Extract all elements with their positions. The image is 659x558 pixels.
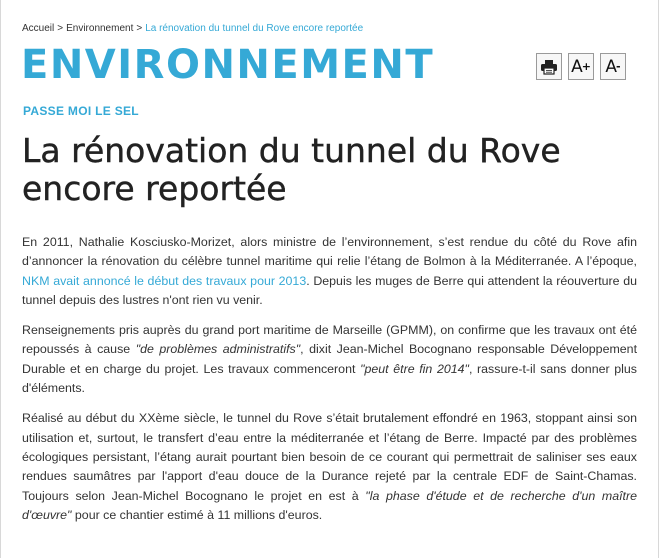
increase-font-icon: A [571,56,583,77]
article-headline: La rénovation du tunnel du Rove encore reportée [22,131,561,208]
article-body [22,233,637,536]
quote: "peut être fin 2014" [360,361,469,376]
decrease-font-icon: A [605,56,618,77]
paragraph-text: Renseignements pris auprès du grand port maritime de Marseille (GPMM), on confirme que les travaux ont été repoussés à cause [22,323,637,357]
article-paragraph [22,321,637,398]
article-kicker: PASSE MOI LE SEL [23,104,139,118]
breadcrumb-separator: > [57,23,64,34]
paragraph-text: Réalisé au début du XXème siècle, le tunnel du Rove s’était brutalement effondré en 1963, stoppant ainsi son utilisation et, surtout, le transfert d’eau entre la méditerranée et l’étang de Berre. Impacté par des problèmes écologiques persistant, l’étang aurait pourtant bien besoin de ce courant qui permettrait de saliniser ses eaux rendues saumâtres par l'apport d'eau douce de la Durance rejeté par la centrale EDF de Saint-Chamas. Toujours selon Jean-Michel Bocognano le projet en est à [22,411,637,503]
decrease-font-button[interactable] [600,53,626,80]
plus-mark: + [581,60,591,73]
paragraph-text: pour ce chantier estimé à 11 millions d'euros. [71,507,323,522]
paragraph-text: . Depuis les muges de Berre qui attendent la réouverture du tunnel depuis des lustres n'ont rien vu venir. [22,273,638,307]
article-paragraph [22,233,637,310]
breadcrumb [22,23,363,34]
breadcrumb-section-link[interactable]: Environnement [66,23,134,34]
paragraph-text: , dixit Jean-Michel Bocognano responsable Développement Durable et en charge du projet. Les travaux commenceront [22,342,638,376]
breadcrumb-current: La rénovation du tunnel du Rove encore reportée [145,23,364,34]
nkm-announcement-link[interactable]: NKM avait annoncé le début des travaux pour 2013 [22,273,307,288]
printer-icon [540,59,558,75]
quote: "de problèmes administratifs" [135,342,301,357]
article-tools [536,53,626,80]
section-title: ENVIRONNEMENT [21,42,435,88]
print-button[interactable] [536,53,562,80]
paragraph-text: En 2011, Nathalie Kosciusko-Morizet, alors ministre de l’environnement, s’est rendue du côté du Rove afin d’annoncer la rénovation du célèbre tunnel maritime qui relie l’étang de Bolmon à la Méditerranée. A l’époque, [22,235,637,269]
article-paragraph [22,409,637,525]
breadcrumb-separator: > [136,23,143,34]
breadcrumb-home-link[interactable]: Accueil [22,23,55,34]
quote: "la phase d'étude et de recherche d'un maître d'œuvre" [22,488,638,522]
increase-font-button[interactable] [568,53,594,80]
minus-mark: - [616,60,621,73]
paragraph-text: , rassure-t-il sans donner plus d'éléments. [22,361,637,396]
